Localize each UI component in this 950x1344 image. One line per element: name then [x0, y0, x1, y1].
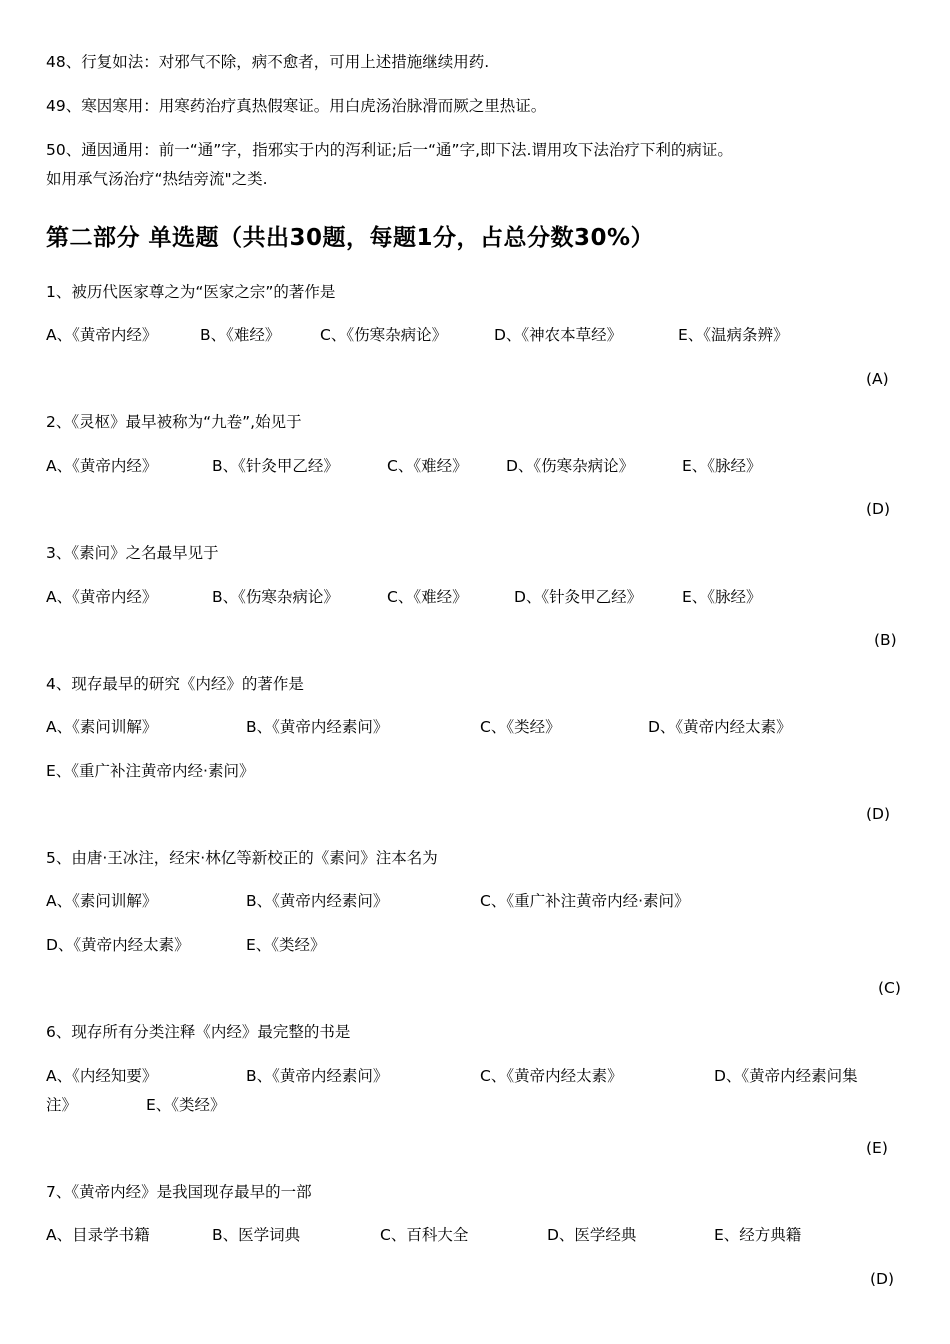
question-stem: 1、被历代医家尊之为“医家之宗”的著作是 [46, 283, 336, 301]
question-stem: 3、《素问》之名最早见于 [46, 544, 219, 562]
question-stem: 7、《黄帝内经》是我国现存最早的一部 [46, 1183, 312, 1201]
option-d: D、《针灸甲乙经》 [514, 588, 643, 606]
option-e: E、经方典籍 [714, 1226, 802, 1244]
option-c: C、《类经》 [480, 718, 561, 736]
answer-label: (C) [878, 979, 901, 997]
option-b: B、医学词典 [212, 1226, 301, 1244]
option-a: A、《黄帝内经》 [46, 457, 158, 475]
question-stem: 2、《灵枢》最早被称为“九卷”,始见于 [46, 413, 302, 431]
option-c: C、《难经》 [387, 457, 468, 475]
option-a: A、《黄帝内经》 [46, 326, 158, 344]
intro-line-48: 48、行复如法：对邪气不除，病不愈者，可用上述措施继续用药. [46, 53, 490, 71]
option-c: C、《伤寒杂病论》 [320, 326, 448, 344]
option-a: A、《素问训解》 [46, 718, 158, 736]
answer-label: (D) [870, 1270, 895, 1288]
answer-label: (D) [866, 500, 891, 518]
option-e: E、《温病条辨》 [678, 326, 789, 344]
answer-label: (D) [866, 805, 891, 823]
option-d: D、《神农本草经》 [494, 326, 623, 344]
option-a: A、目录学书籍 [46, 1226, 150, 1244]
question-stem: 5、由唐·王冰注，经宋·林亿等新校正的《素问》注本名为 [46, 849, 438, 867]
option-e: E、《脉经》 [682, 588, 762, 606]
option-b: B、《黄帝内经素问》 [246, 892, 389, 910]
option-a: A、《黄帝内经》 [46, 588, 158, 606]
option-e: E、《重广补注黄帝内经·素问》 [46, 762, 255, 780]
option-e: E、《类经》 [246, 936, 326, 954]
option-a: A、《内经知要》 [46, 1067, 158, 1085]
option-c: C、《难经》 [387, 588, 468, 606]
section-title: 第二部分 单选题（共出30题，每题1分，占总分数30%） [46, 225, 655, 251]
option-d: D、《伤寒杂病论》 [506, 457, 635, 475]
answer-label: (E) [866, 1139, 888, 1157]
option-d: D、医学经典 [547, 1226, 637, 1244]
option-c: C、百科大全 [380, 1226, 469, 1244]
intro-line-50: 50、通因通用：前一“通”字，指邪实于内的泻利证;后一“通”字,即下法.谓用攻下法治疗下利的病证。 [46, 141, 733, 159]
option-e: E、《类经》 [146, 1096, 226, 1114]
option-d-cont: 注》 [46, 1096, 78, 1114]
question-stem: 6、现存所有分类注释《内经》最完整的书是 [46, 1023, 351, 1041]
option-a: A、《素问训解》 [46, 892, 158, 910]
intro-line-50-cont: 如用承气汤治疗“热结旁流"之类. [46, 170, 268, 188]
option-c: C、《重广补注黄帝内经·素问》 [480, 892, 690, 910]
option-d: D、《黄帝内经太素》 [46, 936, 190, 954]
option-e: E、《脉经》 [682, 457, 762, 475]
intro-line-49: 49、寒因寒用：用寒药治疗真热假寒证。用白虎汤治脉滑而厥之里热证。 [46, 97, 547, 115]
option-b: B、《难经》 [200, 326, 281, 344]
option-b: B、《黄帝内经素问》 [246, 718, 389, 736]
question-stem: 4、现存最早的研究《内经》的著作是 [46, 675, 304, 693]
option-d: D、《黄帝内经太素》 [648, 718, 792, 736]
answer-label: (B) [874, 631, 897, 649]
option-b: B、《伤寒杂病论》 [212, 588, 339, 606]
option-c: C、《黄帝内经太素》 [480, 1067, 623, 1085]
option-b: B、《黄帝内经素问》 [246, 1067, 389, 1085]
option-b: B、《针灸甲乙经》 [212, 457, 339, 475]
answer-label: (A) [866, 370, 889, 388]
option-d: D、《黄帝内经素问集 [714, 1067, 858, 1085]
